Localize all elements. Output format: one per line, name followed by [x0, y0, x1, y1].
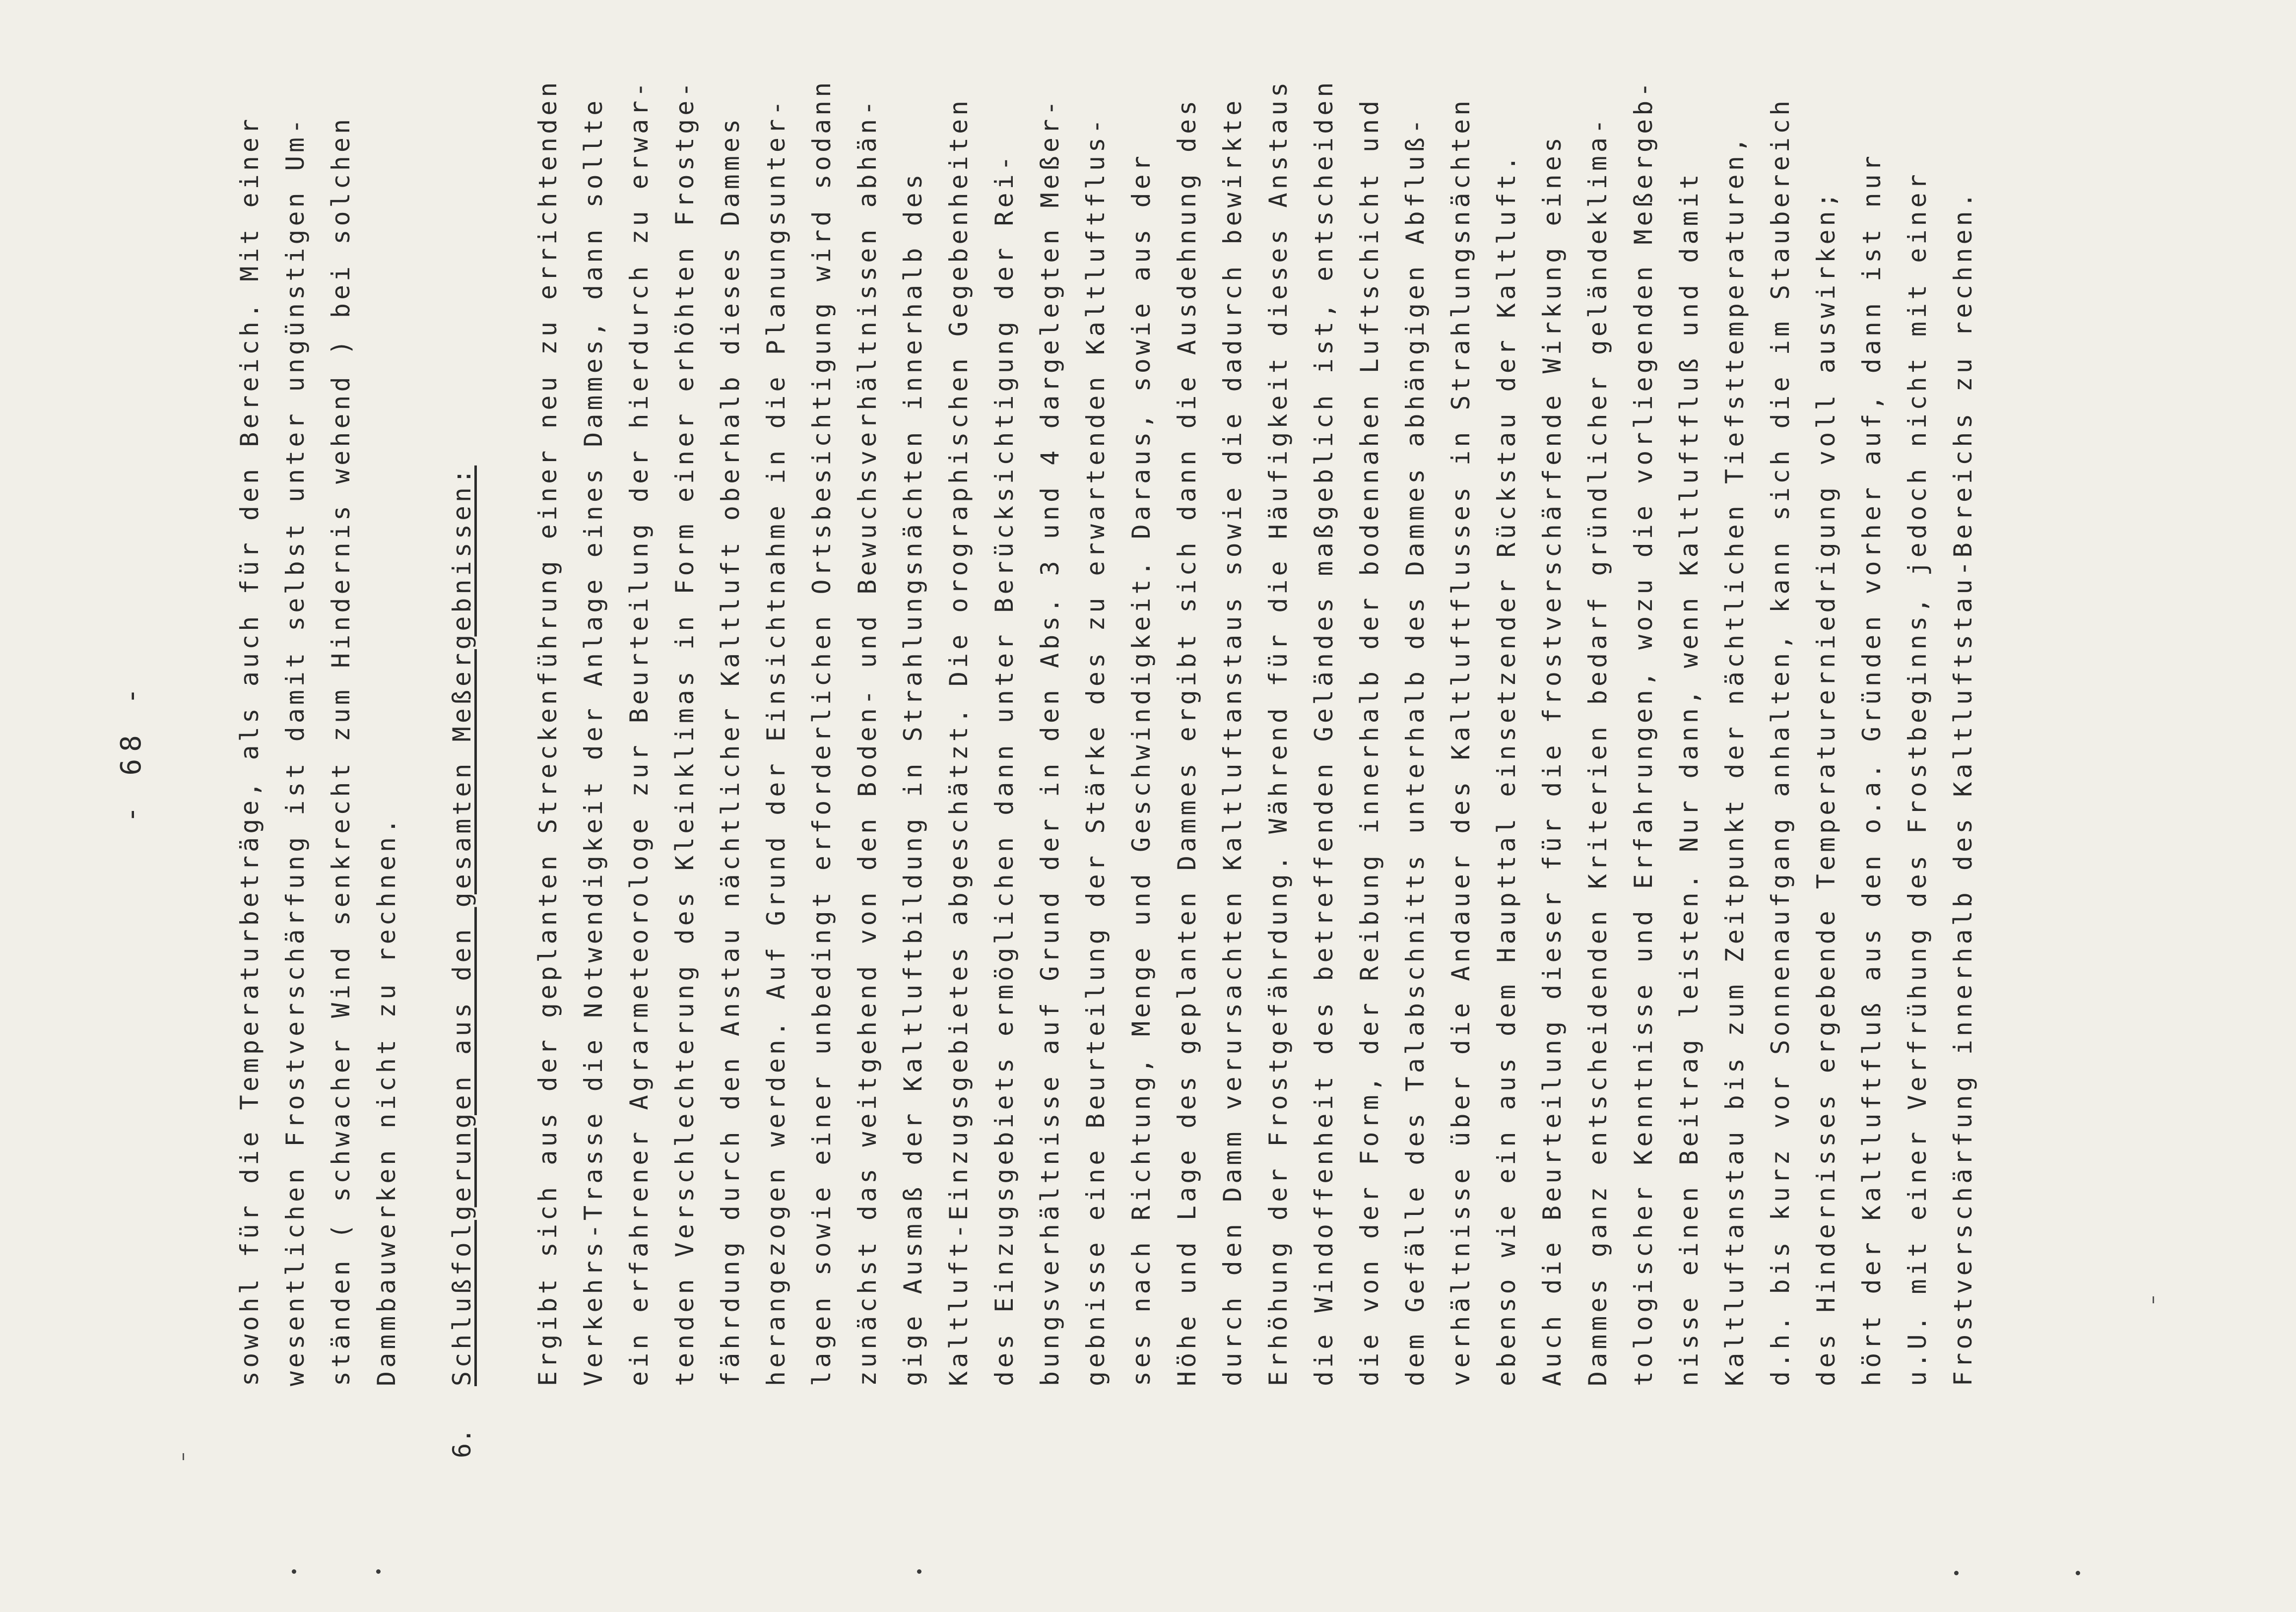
body-line: bungsverhältnisse auf Grund der in den Abs. 3 und 4 dargelegten Meßer-: [1036, 97, 1064, 1386]
section-number: 6.: [448, 1428, 476, 1458]
body-line: die Windoffenheit des betreffenden Geländes maßgeblich ist, entscheiden: [1310, 78, 1338, 1386]
body-line: Höhe und Lage des geplanten Dammes ergibt sich dann die Ausdehnung des: [1173, 97, 1201, 1386]
body-line: gige Ausmaß der Kaltluftbildung in Strahlungsnächten innerhalb des: [899, 171, 927, 1386]
body-line: d.h. bis kurz vor Sonnenaufgang anhalten, kann sich die im Staubereich: [1766, 97, 1795, 1386]
body-line: Ergibt sich aus der geplanten Streckenführung einer neu zu errichtenden: [533, 78, 562, 1386]
scan-speck: [1954, 1571, 1959, 1575]
scan-speck: [2076, 1571, 2080, 1575]
body-line: hört der Kaltluftfluß aus den o.a. Gründen vorher auf, dann ist nur: [1857, 152, 1886, 1386]
scan-speck: [292, 1569, 296, 1574]
scan-speck: [376, 1569, 381, 1574]
body-line: Erhöhung der Frostgefährdung. Während für die Häufigkeit dieses Anstaus: [1264, 78, 1293, 1386]
intro-line: wesentlichen Frostverschärfung ist damit selbst unter ungünstigen Um-: [281, 115, 310, 1386]
body-line: tologischer Kenntnisse und Erfahrungen, wozu die vorliegenden Meßergeb-: [1629, 78, 1658, 1386]
body-line: Auch die Beurteilung dieser für die frostverschärfende Wirkung eines: [1538, 134, 1567, 1386]
body-line: tenden Verschlechterung des Kleinklimas in Form einer erhöhten Frostge-: [670, 78, 699, 1386]
body-line: Dammes ganz entscheidenden Kriterien bedarf gründlicher geländeklima-: [1583, 115, 1612, 1386]
body-line: zunächst das weitgehend von den Boden- und Bewuchsverhältnissen abhän-: [853, 97, 882, 1386]
body-line: Frostverschärfung innerhalb des Kaltluftstau-Bereichs zu rechnen.: [1949, 189, 1977, 1386]
body-line: gebnisse eine Beurteilung der Stärke des zu erwartenden Kaltluftflus-: [1081, 115, 1110, 1386]
body-line: fährdung durch den Anstau nächtlicher Kaltluft oberhalb dieses Dammes: [716, 115, 745, 1386]
body-line: Kaltluft-Einzugsgebietes abgeschätzt. Die orographischen Gegebenheiten: [944, 97, 973, 1386]
page-number: - 68 -: [115, 680, 147, 823]
scan-mark: [2153, 1296, 2154, 1303]
body-line: ebenso wie ein aus dem Haupttal einsetzender Rückstau der Kaltluft.: [1492, 152, 1521, 1386]
body-line: die von der Form, der Reibung innerhalb der bodennahen Luftschicht und: [1355, 97, 1384, 1386]
body-line: lagen sowie einer unbedingt erforderlichen Ortsbesichtigung wird sodann: [807, 78, 836, 1386]
intro-line: sowohl für die Temperaturbeträge, als auch für den Bereich. Mit einer: [235, 115, 264, 1386]
scan-mark: [183, 1453, 184, 1460]
section-heading: Schlußfolgerungen aus den gesamten Meßergebnissen:: [448, 465, 476, 1386]
body-line: des Hindernisses ergebende Temperaturerniedrigung voll auswirken;: [1812, 189, 1840, 1386]
body-line: verhältnisse über die Andauer des Kaltluftflusses in Strahlungsnächten: [1446, 97, 1475, 1386]
body-line: u.U. mit einer Verfrühung des Frostbeginns, jedoch nicht mit einer: [1903, 171, 1932, 1386]
body-line: herangezogen werden. Auf Grund der Einsichtnahme in die Planungsunter-: [762, 97, 790, 1386]
body-line: nisse einen Beitrag leisten. Nur dann, wenn Kaltluftfluß und damit: [1675, 171, 1704, 1386]
scan-speck: [917, 1569, 921, 1574]
body-line: des Einzugsgebiets ermöglichen dann unter Berücksichtigung der Rei-: [990, 152, 1019, 1386]
body-line: ein erfahrener Agrarmeteorologe zur Beurteilung der hierdurch zu erwar-: [625, 78, 654, 1386]
body-line: ses nach Richtung, Menge und Geschwindigkeit. Daraus, sowie aus der: [1127, 152, 1156, 1386]
body-line: Kaltluftanstau bis zum Zeitpunkt der nächtlichen Tiefsttemperaturen,: [1720, 134, 1749, 1386]
body-line: Verkehrs-Trasse die Notwendigkeit der Anlage eines Dammes, dann sollte: [579, 97, 608, 1386]
body-line: durch den Damm verursachten Kaltluftanstaus sowie die dadurch bewirkte: [1218, 97, 1247, 1386]
intro-line: Dammbauwerken nicht zu rechnen.: [372, 815, 401, 1386]
intro-line: ständen ( schwacher Wind senkrecht zum Hindernis wehend ) bei solchen: [327, 115, 355, 1386]
body-line: dem Gefälle des Talabschnitts unterhalb des Dammes abhängigen Abfluß-: [1401, 115, 1430, 1386]
